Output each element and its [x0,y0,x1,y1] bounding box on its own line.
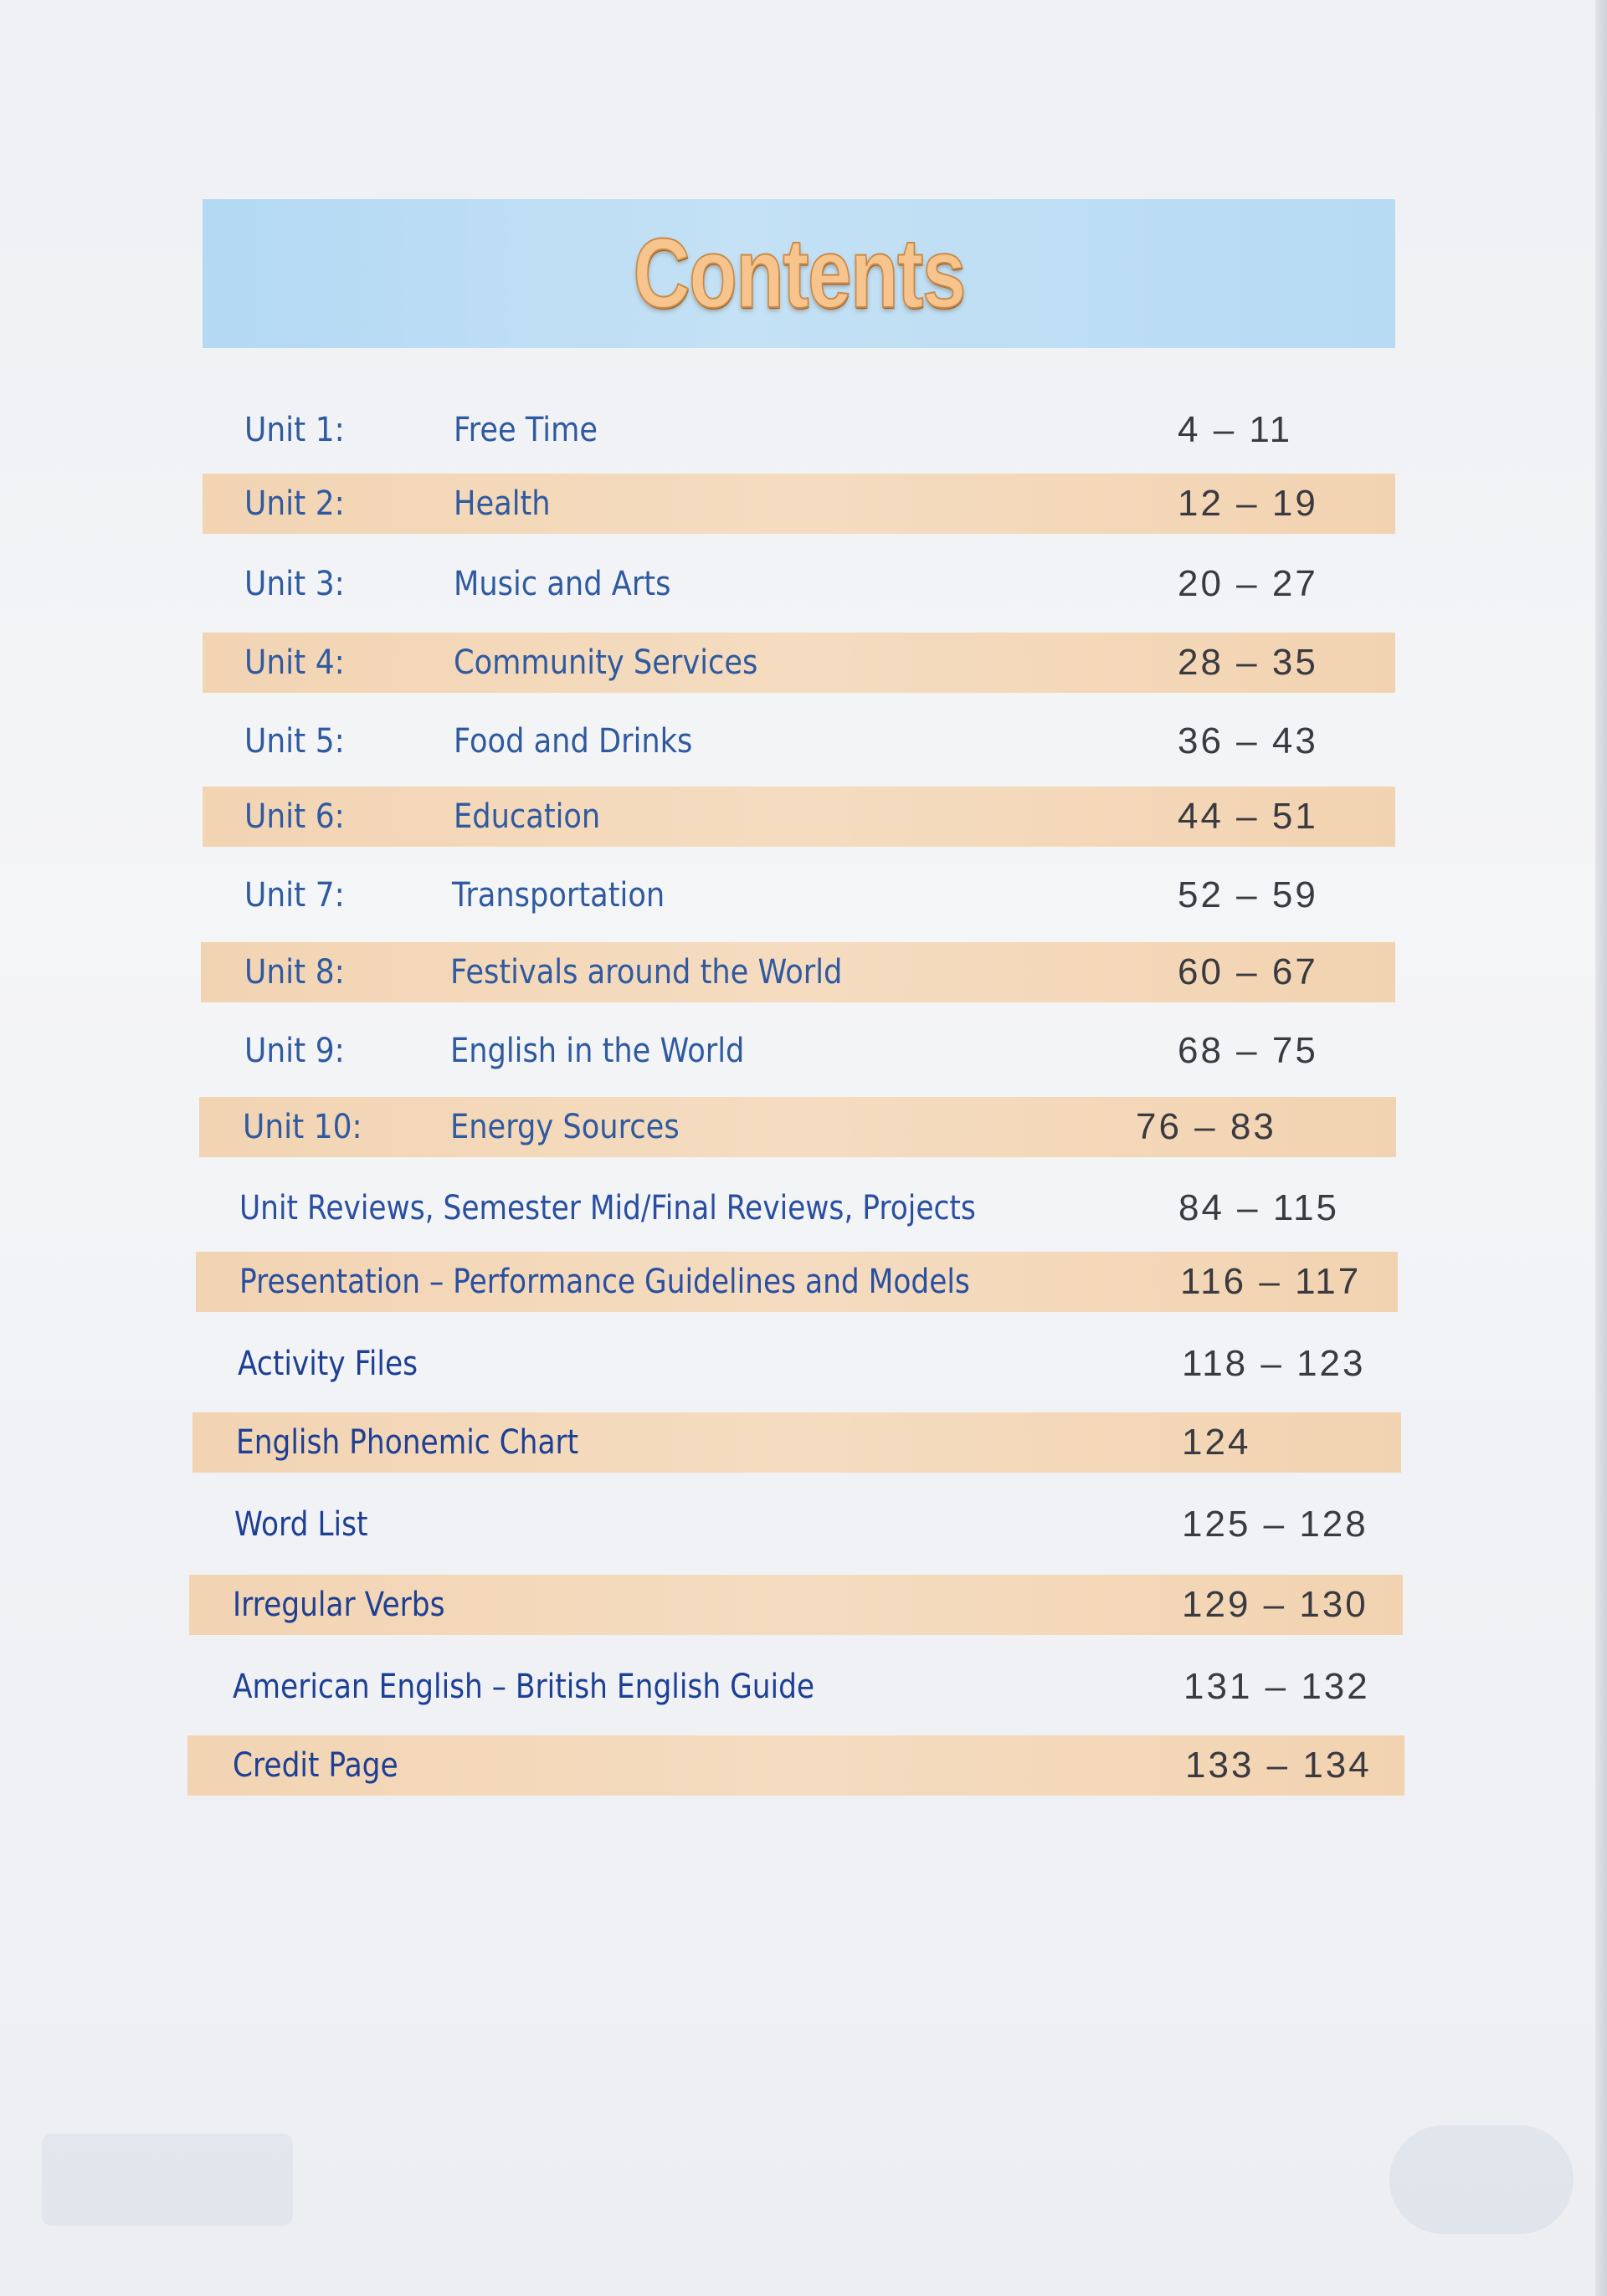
section-title: Credit Page [233,1746,398,1785]
toc-row-phonemic-chart[interactable] [193,1412,1401,1473]
toc-row-unit-1[interactable] [203,400,1395,460]
page-range: 76 – 83 [1136,1106,1276,1147]
page-range: 4 – 11 [1178,409,1293,450]
unit-topic: Free Time [454,411,598,449]
toc-row-presentation[interactable] [196,1252,1398,1312]
page-title: Contents [633,218,965,329]
unit-topic: Music and Arts [454,565,671,603]
toc-row-unit-4[interactable] [203,633,1395,693]
page-range: 129 – 130 [1182,1584,1368,1625]
unit-label: Unit 1: [244,411,345,449]
toc-row-unit-10[interactable] [199,1097,1396,1157]
toc-row-unit-5[interactable] [203,711,1395,771]
page-range: 133 – 134 [1185,1745,1372,1786]
seal-logo-watermark [1389,2125,1574,2234]
toc-row-unit-7[interactable] [203,865,1395,925]
section-title: Presentation – Performance Guidelines and Models [239,1263,970,1301]
toc-row-reviews[interactable] [198,1178,1398,1238]
unit-topic: Community Services [454,643,758,682]
publisher-logo-watermark [42,2134,293,2226]
section-title: Activity Files [238,1345,418,1383]
page-range: 131 – 132 [1183,1666,1370,1707]
unit-label: Unit 2: [244,484,345,523]
unit-topic: Transportation [452,876,665,915]
unit-label: Unit 3: [244,565,345,603]
toc-row-unit-6[interactable] [203,787,1395,847]
section-title: English Phonemic Chart [236,1423,579,1462]
unit-topic: English in the World [450,1032,745,1070]
page-range: 60 – 67 [1178,951,1318,992]
toc-row-credit-page[interactable] [187,1735,1404,1796]
unit-label: Unit 5: [244,722,345,761]
title-banner [203,199,1395,348]
page-range: 52 – 59 [1178,874,1318,915]
unit-label: Unit 8: [244,953,345,992]
page-range: 28 – 35 [1178,642,1318,683]
unit-topic: Energy Sources [450,1108,680,1146]
section-title: Word List [234,1505,368,1544]
unit-label: Unit 6: [244,797,345,836]
page-range: 125 – 128 [1182,1504,1368,1545]
toc-row-unit-9[interactable] [201,1021,1395,1081]
unit-topic: Education [454,797,601,836]
page-range: 20 – 27 [1178,563,1318,604]
section-title: Irregular Verbs [233,1586,445,1624]
section-title: American English – British English Guide [233,1668,815,1706]
page-range: 36 – 43 [1178,720,1318,761]
page-range: 68 – 75 [1178,1030,1318,1071]
toc-row-irregular-verbs[interactable] [189,1575,1403,1635]
toc-row-word-list[interactable] [191,1494,1401,1555]
page-range: 44 – 51 [1178,796,1318,837]
unit-topic: Festivals around the World [450,953,843,992]
page-range: 84 – 115 [1178,1187,1340,1228]
toc-row-american-british-guide[interactable] [187,1657,1403,1717]
section-title: Unit Reviews, Semester Mid/Final Reviews, Projects [239,1189,976,1227]
toc-row-activity-files[interactable] [194,1334,1399,1394]
toc-row-unit-8[interactable] [201,942,1395,1002]
toc-row-unit-3[interactable] [203,554,1395,614]
unit-topic: Food and Drinks [454,722,693,761]
page-range: 12 – 19 [1178,483,1318,524]
page-range: 124 [1182,1422,1251,1463]
page-edge [1595,0,1607,2296]
toc-row-unit-2[interactable] [203,474,1395,534]
unit-label: Unit 10: [243,1108,362,1146]
unit-label: Unit 9: [244,1032,345,1070]
page-range: 116 – 117 [1180,1261,1362,1302]
unit-label: Unit 4: [244,643,345,682]
footer-watermark [33,2125,1590,2242]
unit-label: Unit 7: [244,876,345,915]
page-range: 118 – 123 [1182,1343,1366,1384]
unit-topic: Health [454,484,551,523]
